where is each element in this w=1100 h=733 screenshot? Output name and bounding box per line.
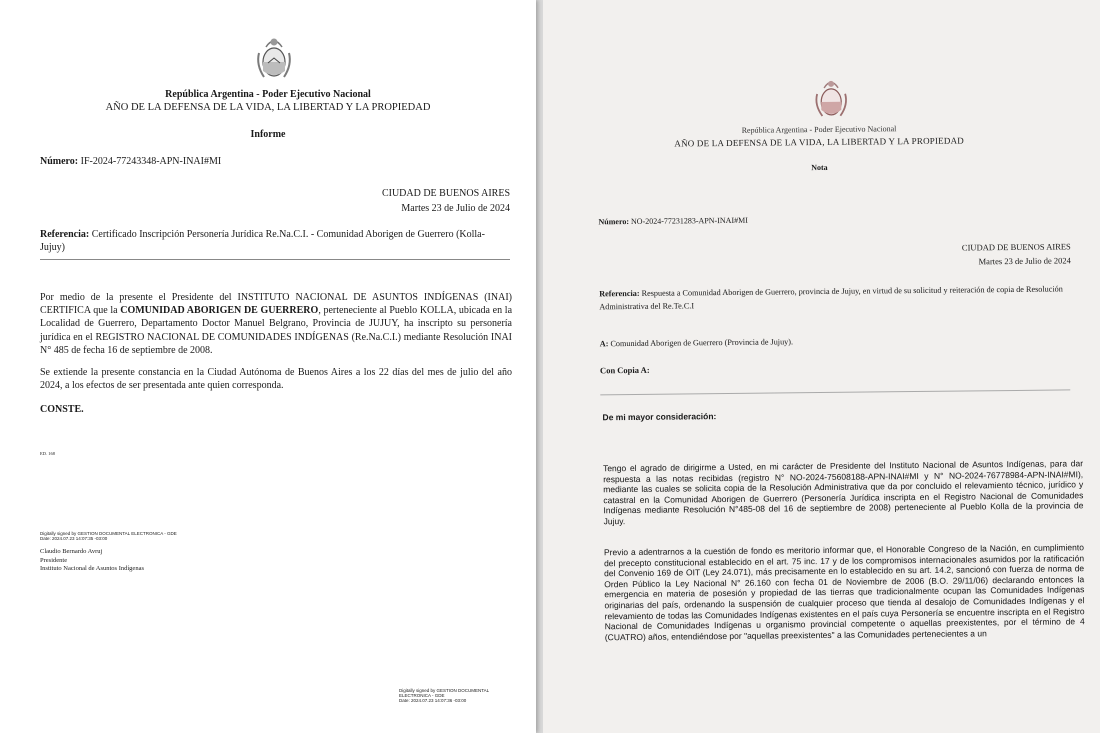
date: Martes 23 de Julio de 2024: [978, 255, 1071, 267]
header-year-motto: AÑO DE LA DEFENSA DE LA VIDA, LA LIBERTAD Y LA PROPIEDAD: [105, 102, 431, 113]
number-label: Número:: [598, 217, 630, 227]
reference-label: Referencia:: [599, 288, 640, 299]
reference-text: Respuesta a Comunidad Aborigen de Guerrero, provincia de Jujuy, en virtud de su solicitud y reiteración de copia de Resolución Administrativa del Re.Te.C.I: [599, 284, 1063, 311]
digital-signature-stamp: Digitally signed by GESTION DOCUMENTAL ELECTRONICA - GDE Date: 2024.07.23 14:07:36 -03:00: [399, 688, 490, 703]
header-government: República Argentina - Poder Ejecutivo Nacional: [741, 124, 897, 135]
addressee-label: A:: [599, 339, 609, 349]
number-value: NO-2024-77231283-APN-INAI#MI: [630, 215, 748, 226]
signer-block: [40, 548, 144, 574]
header-government: República Argentina - Poder Ejecutivo Nacional: [165, 89, 371, 100]
date: Martes 23 de Julio de 2024: [401, 203, 510, 214]
reference: [599, 283, 1074, 313]
addressee: [600, 337, 793, 348]
salutation: De mi mayor consideración:: [602, 411, 717, 423]
body-paragraph: Tengo el agrado de dirigirme a Usted, en mi carácter de Presidente del Instituto Nacional de Asuntos Indígenas, para dar respuesta a las notas recibidas (registro N° NO-2024-75608188-APN-INAI#MI y N° NO-2024-76778984-APN-INAI#MI), mediante las cuales se solicita copia de la Resolución Administrativa que da por concluido el relevamiento técnico, jurídico y catastral en la Comunidad Aborigen de Guerrero (Personería Jurídica inscripta en el Registro Nacional de Comunidades Indígenas mediante Resolución N°485-08 del 16 de septiembre de 2008) perteneciente al Pueblo Kolla de la provincia de Jujuy.: [603, 458, 1084, 527]
city: CIUDAD DE BUENOS AIRES: [961, 241, 1071, 253]
document-type: Informe: [250, 129, 286, 140]
signer-org: Instituto Nacional de Asuntos Indígenas: [40, 565, 144, 573]
header-year-motto: AÑO DE LA DEFENSA DE LA VIDA, LA LIBERTAD Y LA PROPIEDAD: [674, 135, 964, 149]
document-type: Nota: [811, 162, 828, 173]
initials: ED. 168: [40, 451, 55, 456]
document-number: [598, 216, 747, 227]
argentina-coat-of-arms-icon: [254, 33, 294, 83]
divider: [600, 389, 1070, 395]
addressee-text: Comunidad Aborigen de Guerrero (Provincia de Jujuy).: [610, 337, 794, 349]
community-name: COMUNIDAD ABORIGEN DE GUERRERO: [120, 305, 319, 317]
document-number: [40, 156, 221, 167]
place-date: [962, 239, 1071, 268]
body-paragraph: Previo a adentrarnos a la cuestión de fondo es meritorio informar que, el Honorable Congreso de la Nación, en cumplimiento del precepto constitucional establecido en el art. 75 inc. 17 y de los compromisos internacionales asumidos por la ratificación del Convenio 169 de OIT (Ley 24.071), más precisamente en lo establecido en su art. 14.2, sancionó con fuerza de norma de Orden Público la Ley Nacional N° 26.160 con fecha 01 de Noviembre de 2006 (B.O. 29/11/06) declarando entonces la emergencia en materia de posesión y propiedad de las tierras que tradicionalmente ocupan las Comunidades Indígenas originarias del país, ordenando la suspensión de cualquier proceso que tienda al desalojo de Comunidades Indígenas y el relevamiento de todas las Comunidades Indígenas existentes en el país cuya Personería se encuentre inscripta en el Registro Nacional de Comunidades Indígenas u organismo provincial competente o aquellas preexistentes, por el término de 4 (CUATRO) años, entendiéndose por "aquellas preexistentes" a las Comunidades pertenecientes a un: [603, 542, 1085, 643]
place-date: [382, 186, 510, 216]
city: CIUDAD DE BUENOS AIRES: [381, 188, 510, 199]
divider: [40, 259, 510, 260]
closing: CONSTE.: [40, 404, 84, 415]
reference: [40, 228, 506, 254]
argentina-coat-of-arms-icon: [811, 76, 851, 122]
signer-title: Presidente: [40, 556, 68, 564]
number-value: IF-2024-77243348-APN-INAI#MI: [80, 156, 222, 167]
reference-text: Certificado Inscripción Personería Jurídica Re.Na.C.I. - Comunidad Aborigen de Guerrero (Kolla-Jujuy): [40, 229, 485, 253]
body-paragraph: Se extiende la presente constancia en la Ciudad Autónoma de Buenos Aires a los 22 días del mes de julio del año 2024, a los efectos de ser presentada ante quien corresponda.: [40, 367, 512, 392]
informe-page: [0, 0, 536, 733]
nota-page: [543, 0, 1100, 733]
digital-signature-stamp: Digitally signed by GESTION DOCUMENTAL ELECTRONICA - GDE Date: 2024.07.23 14:07:35 -03:00: [40, 531, 177, 541]
cc-label: Con Copia A:: [599, 364, 650, 376]
body-paragraph: Por medio de la presente el Presidente del INSTITUTO NACIONAL DE ASUNTOS INDÍGENAS (INAI) CERTIFICA que la COMUNIDAD ABORIGEN DE GUERRERO, perteneciente al Pueblo KOLLA, ubicada en la Localidad de Guerrero, Departamento Doctor Manuel Belgrano, Provincia de JUJUY, ha inscripto su personería jurídica en el REGISTRO NACIONAL DE COMUNIDADES INDÍGENAS (Re.Na.C.I.) mediante Resolución INAI N° 485 de fecha 16 de septiembre de 2008.: [40, 292, 513, 356]
signer-name: Claudio Bernardo Avruj: [40, 548, 103, 555]
reference-label: Referencia:: [40, 229, 90, 240]
number-label: Número:: [40, 156, 79, 167]
